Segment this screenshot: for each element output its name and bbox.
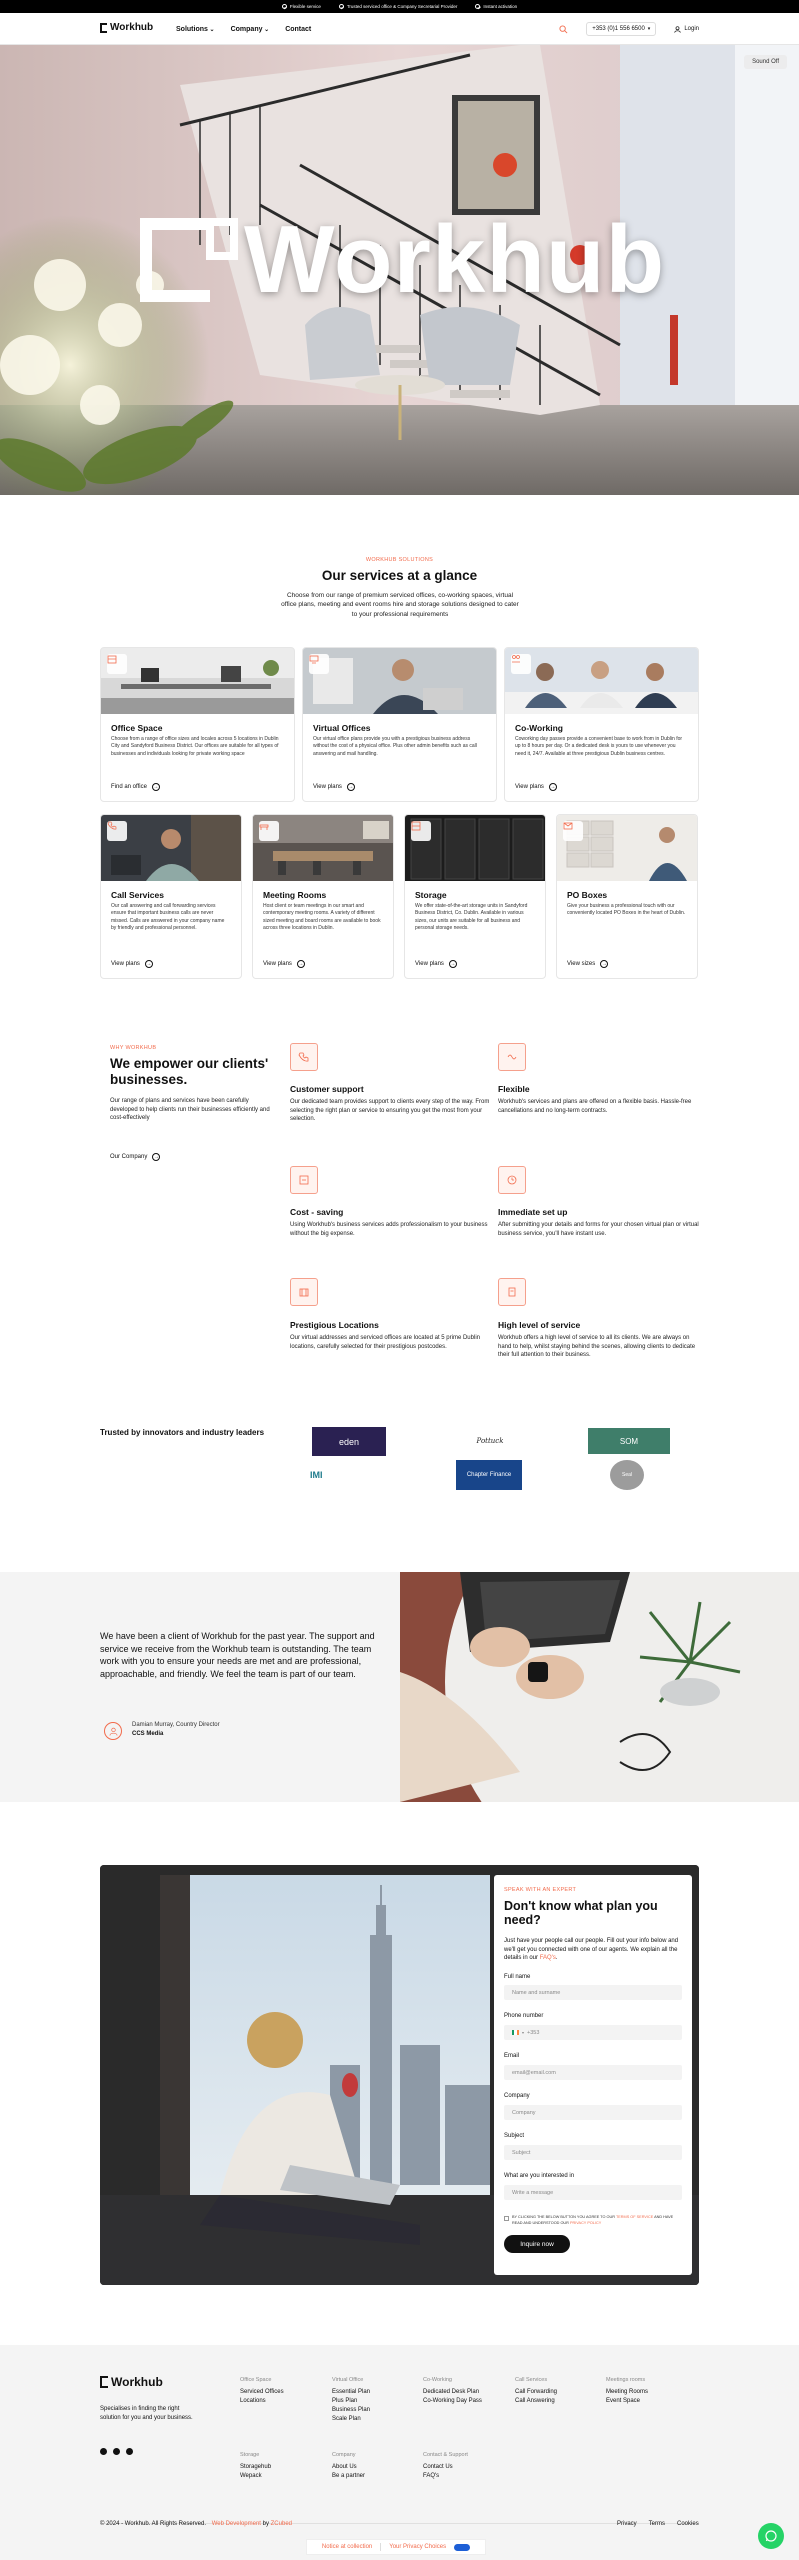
hero-brand: Workhub (140, 205, 665, 315)
footer-links-co-working: Dedicated Desk Plan Co-Working Day Pass (423, 2389, 482, 2404)
laptop-typing-image (400, 1572, 799, 1802)
service-card-co-working[interactable]: Co-Working Coworking day passes provide a convenient base to work from in Dublin for up to 8 hours per day. Or a dedicated desk is yours to use whenever you need it, 24/7. Available at three prestigious Dublin business centres. View plans → (504, 647, 699, 802)
check-icon (282, 4, 287, 9)
footer-logo[interactable]: Workhub (100, 2375, 163, 2389)
whatsapp-chat-button[interactable] (758, 2523, 784, 2549)
view-plans-link[interactable]: View plans → (515, 784, 556, 790)
why-title: We empower our clients' businesses. (110, 1056, 269, 1087)
site-logo[interactable]: Workhub (100, 22, 153, 33)
terms-link[interactable]: TERMS OF SERVICE (615, 2215, 654, 2219)
inquire-now-button[interactable]: Inquire now (504, 2235, 570, 2253)
arrow-right-icon: → (298, 961, 304, 967)
service-card-call-services[interactable]: Call Services Our call answering and call forwarding services ensure that important business calls are never missed. Calls are answered in your company name by friendly and professional personnel. View plans → (100, 814, 242, 979)
check-icon (475, 4, 480, 9)
view-plans-link[interactable]: View plans → (415, 961, 456, 967)
phone-selector[interactable] (586, 22, 656, 36)
arrow-right-icon: → (348, 784, 354, 790)
feature-desc: Workhub's services and plans are offered on a flexible basis. Hassle-free cancellations and no long-term contracts. (498, 1099, 692, 1114)
feature-desc: After submitting your details and forms for your chosen virtual plan or virtual business service, you'll have instant use. (498, 1222, 699, 1237)
testimonial-company: CCS Media (132, 1731, 164, 1737)
view-plans-link[interactable]: View plans → (263, 961, 304, 967)
ireland-flag-icon[interactable] (512, 2030, 519, 2035)
hero-video (0, 45, 799, 495)
our-company-link[interactable]: Our Company → (110, 1154, 159, 1160)
services-eyebrow: WORKHUB SOLUTIONS (365, 557, 434, 563)
view-plans-link[interactable]: View plans → (111, 961, 152, 967)
privacy-link[interactable]: PRIVACY POLICY (569, 2220, 602, 2225)
nav-company[interactable]: Company ⌄ (231, 26, 270, 33)
terms-link[interactable]: Terms (648, 2521, 666, 2527)
full-name-input[interactable]: Name and surname (504, 1985, 682, 2000)
trusted-title: Trusted by innovators and industry leaders (100, 1428, 265, 1437)
feature-desc: Using Workhub's business services adds professionalism to your business without the big expense. (290, 1222, 488, 1237)
footer-links-company: About Us Be a partner (332, 2464, 366, 2479)
login-link[interactable]: Login (674, 26, 699, 33)
arrow-right-icon: → (450, 961, 456, 967)
client-logo-pottuck: Pottuck (476, 1437, 504, 1445)
feature-desc: Workhub offers a high level of service to all its clients. We are always on hand to help, whilst staying behind the scenes, allowing clients to dedicate their full attention to their business. (498, 1335, 696, 1359)
linkedin-icon[interactable] (126, 2448, 133, 2455)
service-card-virtual-offices[interactable]: Virtual Offices Our virtual office plans provide you with a prestigious business address without the cost of a physical office. Plus other admin benefits such as call answering and mail handling. View plans → (302, 647, 497, 802)
services-intro: Choose from our range of premium serviced offices, co-working spaces, virtual office plans, meeting and event rooms hire and storage solutions designed to cater to your professional requirements (281, 592, 519, 618)
co-working-image (505, 648, 698, 714)
feature-title: Immediate set up (498, 1207, 568, 1217)
sound-toggle-button[interactable]: Sound Off (744, 55, 787, 69)
feature-desc: Our virtual addresses and serviced offices are located at 5 prime Dublin locations, carefully selected for their prestigious postcodes. (290, 1335, 480, 1350)
client-logo-chapter-finance: Chapter Finance (456, 1460, 522, 1490)
faq-link[interactable]: FAQ's (539, 1955, 556, 1962)
privacy-choices-link[interactable]: Your Privacy Choices (389, 2544, 447, 2550)
arrow-right-icon: → (601, 961, 607, 967)
virtual-office-icon (309, 654, 329, 674)
feature-title: High level of service (498, 1320, 581, 1330)
form-eyebrow: SPEAK WITH AN EXPERT (504, 1887, 577, 1893)
topbar-item: Flexible service (282, 4, 321, 9)
arrow-right-icon: → (153, 1154, 159, 1160)
nav-right (559, 13, 699, 45)
cost-saving-icon (290, 1166, 318, 1194)
feature-desc: Our dedicated team provides support to clients every step of the way. From selecting the right plan or service to ensuring you get the most from your selection. (290, 1099, 490, 1123)
meeting-rooms-image (253, 815, 393, 881)
feature-title: Flexible (498, 1084, 530, 1094)
nav-links (176, 13, 311, 45)
view-plans-link[interactable]: View plans → (313, 784, 354, 790)
cookies-link[interactable]: Cookies (677, 2521, 699, 2527)
call-services-image (101, 815, 241, 881)
phone-number: +353 (0)1 556 6500 (592, 26, 645, 32)
company-input[interactable]: Company (504, 2105, 682, 2120)
arrow-right-icon: → (153, 784, 159, 790)
chevron-down-icon: ▾ (522, 2030, 525, 2035)
chevron-down-icon: ▾ (647, 26, 651, 32)
customer-support-icon (290, 1043, 318, 1071)
notice-at-collection-link[interactable]: Notice at collection (321, 2544, 373, 2550)
feature-title: Prestigious Locations (290, 1320, 379, 1330)
phone-icon (107, 821, 127, 841)
client-logo-eden: eden (312, 1427, 386, 1456)
check-icon (339, 4, 344, 9)
subject-input[interactable]: Subject (504, 2145, 682, 2160)
view-sizes-link[interactable]: View sizes → (567, 961, 607, 967)
privacy-link[interactable]: Privacy (617, 2521, 637, 2527)
main-navigation (0, 13, 799, 45)
nav-solutions[interactable]: Solutions ⌄ (176, 26, 215, 33)
form-description: Just have your people call our people. Fill out your info below and we'll get you connected with one of our agents. We explain all the details in our FAQ's. (504, 1938, 679, 1962)
storage-icon (411, 821, 431, 841)
message-textarea[interactable]: Write a message (504, 2185, 682, 2200)
nav-contact[interactable]: Contact (285, 25, 312, 33)
office-icon (107, 654, 127, 674)
zcubed-link[interactable]: ZCubed (270, 2521, 292, 2527)
footer-links-call-services: Call Forwarding Call Answering (515, 2389, 558, 2404)
client-logo-som: SOM (588, 1428, 670, 1454)
footer-links-office-space: Serviced Offices Locations (240, 2389, 284, 2404)
inquiry-form: SPEAK WITH AN EXPERT Don't know what plan you need? Just have your people call our people. Fill out your info below and we'll get you connected with one of our agents. We explain all the details in our FAQ's. Full name Name and surname Phone number ▾ +353 Email email@email.com Company Company Subject Subject What are you interested in Write a message BY CLICKING THE BELOW BUTTON YOU AGREE TO OUR TERMS OF SERVICE AND HAVE READ AND UNDERSTOOD OUR PRIVACY POLICY Inquire now (494, 1875, 692, 2275)
feature-title: Cost - saving (290, 1207, 344, 1217)
copyright: © 2024 - Workhub. All Rights Reserved. Web Development by ZCubed (100, 2521, 292, 2527)
services-title: Our services at a glance (321, 568, 478, 583)
flexible-icon (498, 1043, 526, 1071)
co-working-icon (511, 654, 531, 674)
why-eyebrow: WHY WORKHUB (110, 1045, 157, 1051)
client-logo-seal: Seal (610, 1460, 644, 1490)
service-card-office-space[interactable]: Office Space Choose from a range of office sizes and locales across 5 locations in Dublin City and Sandyford Business District. Our offices are suitable for all types of businesses and individuals looking for private working space Find an office → (100, 647, 295, 802)
privacy-toggle-icon[interactable] (454, 2544, 470, 2551)
service-level-icon (498, 1278, 526, 1306)
testimonial-section (0, 1572, 799, 1802)
meeting-room-icon (259, 821, 279, 841)
topbar-item: Trusted serviced office & Company Secretarial Provider (339, 4, 458, 9)
po-boxes-image (557, 815, 697, 881)
testimonial-quote: We have been a client of Workhub for the past year. The support and service we receive from the Workhub team is outstanding. The team work with you to ensure your needs are met and are professional, approachable, and friendly. We feel the team is part of our team. (100, 1631, 375, 1679)
service-card-storage[interactable]: Storage We offer state-of-the-art storage units in Sandyford Business District, Co. Dublin. Available in various sizes, our units are suitable for all business and personal storage needs. View plans → (404, 814, 546, 979)
web-development-link[interactable]: Web Development (211, 2521, 261, 2527)
social-links (100, 2448, 139, 2455)
email-input[interactable]: email@email.com (504, 2065, 682, 2080)
footer-links-storage: Storagehub Wepack (240, 2464, 272, 2479)
service-card-meeting-rooms[interactable]: Meeting Rooms Host client or team meetings in our smart and contemporary meeting rooms. A variety of different sized meeting and board rooms are available to book across three locations in Dublin. View plans → (252, 814, 394, 979)
service-card-po-boxes[interactable]: PO Boxes Give your business a professional touch with our conveniently located PO Boxes in the heart of Dublin. View sizes → (556, 814, 698, 979)
testimonial-author: Damian Murray, Country Director (132, 1722, 220, 1728)
logo-mark-icon (100, 23, 107, 33)
footer-links-meeting-rooms: Meeting Rooms Event Space (606, 2389, 649, 2404)
top-announcement-bar (0, 0, 799, 13)
why-description: Our range of plans and services have been carefully developed to help clients run their businesses efficiently and cost-effectively (110, 1098, 270, 1122)
virtual-offices-image (303, 648, 496, 714)
site-footer: Workhub Specialises in finding the right solution for you and your business. Office Space Serviced Offices Locations Virtual Office Essential Plan Plus Plan Business Plan Scale Plan Co-Working Dedicated Desk Plan Co-Working Day Pass Call Services Call Forwarding Call Answering Meetings rooms Meeting Rooms Event Space Storage Storagehub Wepack Company About Us Be a partner Contact & Support Contact Us FAQ's © 2024 - Workhub. All Rights Reserved. Web Development by ZCubed Privacy Terms Cookies Notice at collection Your Privacy Choices (0, 2345, 799, 2560)
immediate-setup-icon (498, 1166, 526, 1194)
topbar-item: Instant activation (475, 4, 517, 9)
logo-mark-icon (140, 218, 210, 302)
instagram-icon[interactable] (113, 2448, 120, 2455)
arrow-right-icon: → (146, 961, 152, 967)
search-icon[interactable] (559, 25, 568, 34)
arrow-right-icon: → (550, 784, 556, 790)
feature-title: Customer support (290, 1084, 364, 1094)
mailbox-icon (563, 821, 583, 841)
phone-input[interactable]: ▾ +353 (504, 2025, 682, 2040)
storage-image (405, 815, 545, 881)
consent-checkbox[interactable] (504, 2216, 509, 2221)
footer-tagline: Specialises in finding the right solution for you and your business. (100, 2406, 193, 2421)
author-avatar-icon (104, 1722, 122, 1740)
office-space-image (101, 648, 294, 714)
user-icon (674, 26, 681, 33)
location-icon (290, 1278, 318, 1306)
legal-links (617, 2521, 699, 2527)
consent-checkbox-row: BY CLICKING THE BELOW BUTTON YOU AGREE TO OUR TERMS OF SERVICE AND HAVE READ AND UNDERSTOOD OUR PRIVACY POLICY (504, 2215, 682, 2226)
footer-links-contact-support: Contact Us FAQ's (423, 2464, 453, 2479)
logo-mark-icon (100, 2376, 108, 2388)
client-logo-imi: IMI (310, 1470, 323, 1480)
find-an-office-link[interactable]: Find an office → (111, 784, 159, 790)
whatsapp-icon (764, 2529, 778, 2543)
form-title: Don't know what plan you need? (504, 1899, 658, 1928)
cookie-preferences-bar (306, 2539, 486, 2555)
footer-links-virtual-office: Essential Plan Plus Plan Business Plan Scale Plan (332, 2389, 371, 2422)
facebook-icon[interactable] (100, 2448, 107, 2455)
